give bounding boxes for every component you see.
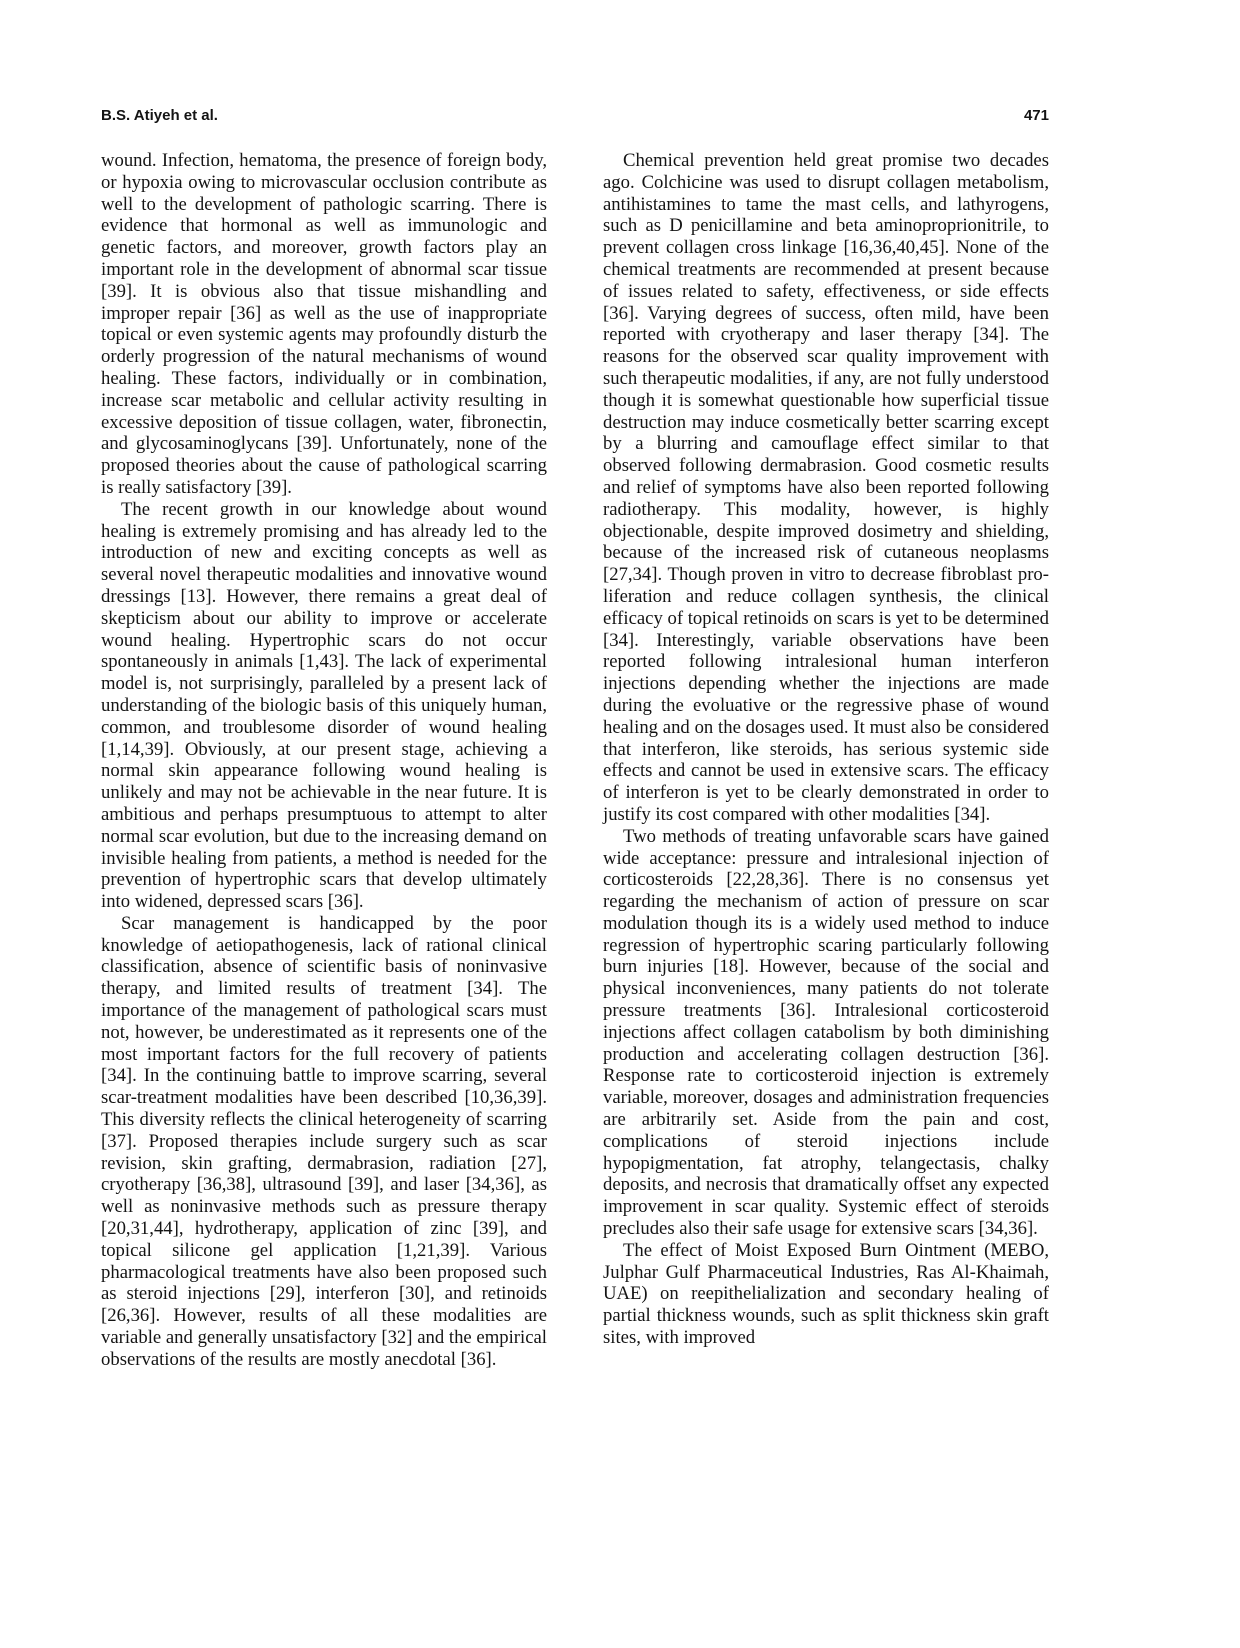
running-head xyxy=(101,107,1049,125)
paragraph: wound. Infection, hematoma, the presence of foreign body, or hypoxia owing to microvascular occlusion contribute as well to the development of pathologic scarring. There is evidence that hormonal as well as immunologic and genetic factors, and moreover, growth factors play an important role in the development of abnormal scar tissue [39]. It is obvious also that tissue mishandling and improper repair [36] as well as the use of inappropriate topical or even systemic agents may profoundly disturb the orderly progression of the natural mechanisms of wound healing. These factors, individually or in combination, increase scar metabolic and cellular activity resulting in excessive deposition of tissue collagen, water, fibronectin, and glycosaminoglycans [39]. Unfortunately, none of the proposed theories about the cause of pathological scarring is really satisfactory [39]. xyxy=(101,150,547,498)
paragraph: The recent growth in our knowledge about wound healing is extremely promising and has already led to the introduction of new and exciting concepts as well as several novel therapeutic modalities and innovative wound dressings [13]. However, there remains a great deal of skepticism about our ability to improve or accelerate wound healing. Hypertrophic scars do not occur spontaneously in animals [1,43]. The lack of experimental model is, not surprisingly, paralleled by a present lack of understanding of the biologic basis of this uniquely human, common, and troublesome disorder of wound healing [1,14,39]. Obviously, at our present stage, achieving a normal skin appearance following wound healing is unlikely and may not be achievable in the near future. It is ambitious and perhaps presumptuous to attempt to alter normal scar evolution, but due to the increasing demand on invisible healing from patients, a method is needed for the prevention of hypertrophic scars that develop ultimately into widened, depressed scars [36]. xyxy=(101,498,547,913)
paragraph: The effect of Moist Exposed Burn Ointment (MEBO, Julphar Gulf Pharmaceutical Industries, Ras Al-Khaimah, UAE) on reepithelialization and secondary healing of partial thickness wounds, such as split thickness skin graft sites, with improved xyxy=(603,1239,1049,1349)
running-head-authors: B.S. Atiyeh et al. xyxy=(101,107,218,124)
page-number: 471 xyxy=(1023,107,1049,124)
paragraph: Scar management is handicapped by the poor knowledge of aetiopathogenesis, lack of rational clinical classification, absence of scientific basis of noninvasive therapy, and limited results of treatment [34]. The importance of the management of pathological scars must not, however, be underestimated as it represents one of the most important factors for the full recovery of patients [34]. In the continuing battle to improve scarring, several scar-treatment modalities have been described [10,36,39]. This diversity reflects the clinical heterogeneity of scarring [37]. Proposed therapies include surgery such as scar revision, skin grafting, dermabrasion, radiation [27], cryotherapy [36,38], ultrasound [39], and laser [34,36], as well as noninvasive methods such as pressure therapy [20,31,44], hydrotherapy, application of zinc [39], and topical silicone gel application [1,21,39]. Various pharmacological treatments have also been proposed such as steroid injections [29], interferon [30], and retinoids [26,36]. However, results of all these modalities are variable and generally unsatisfactory [32] and the empirical observations of the results are mostly anecdotal [36]. xyxy=(101,912,547,1370)
paragraph: Two methods of treating unfavorable scars have gained wide acceptance: pressure and intralesional injection of corticosteroids [22,28,36]. There is no consensus yet regarding the mechanism of action of pressure on scar modulation though its is a widely used method to induce regression of hypertrophic scaring particularly following burn injuries [18]. However, because of the social and physical inconveniences, many patients do not tolerate pressure treatments [36]. Intralesional corticosteroid injections affect collagen catabolism by both diminishing production and accelerating collagen destruction [36]. Response rate to corticosteroid injection is extremely variable, moreover, dosages and administration frequencies are arbitrarily set. Aside from the pain and cost, complications of steroid injections include hypopigmentation, fat atrophy, telangectasis, chalky deposits, and necrosis that dramatically offset any expected improvement in scar quality. Systemic effect of steroids precludes also their safe usage for extensive scars [34,36]. xyxy=(603,825,1049,1240)
right-column xyxy=(603,150,1049,1349)
left-column xyxy=(101,150,547,1371)
paragraph: Chemical prevention held great promise two decades ago. Colchicine was used to disrupt collagen metabolism, antihistamines to tame the mast cells, and lathyrogens, such as D penicillamine and beta aminoproprionitrile, to prevent collagen cross linkage [16,36,40,45]. None of the chemical treatments are recommended at present because of issues related to safety, effectiveness, or side effects [36]. Varying degrees of success, often mild, have been reported with cryotherapy and laser therapy [34]. The reasons for the observed scar quality improvement with such therapeutic modalities, if any, are not fully understood though it is somewhat questionable how superficial tissue destruction may induce cosmetically better scarring except by a blurring and camouflage effect similar to that observed following dermabrasion. Good cosmetic results and relief of symptoms have also been reported following radiotherapy. This modality, however, is highly objectionable, despite improved dosimetry and shielding, because of the increased risk of cutaneous neoplasms [27,34]. Though proven in vitro to decrease fibroblast proliferation and reduce collagen synthesis, the clinical efficacy of topical retinoids on scars is yet to be determined [34]. Interestingly, variable observations have been reported following intralesional human interferon injections depending whether the injections are made during the evoluative or the regressive phase of wound healing and on the dosages used. It must also be considered that interferon, like steroids, has serious systemic side effects and cannot be used in extensive scars. The efficacy of interferon is yet to be clearly demonstrated in order to justify its cost compared with other modalities [34]. xyxy=(603,150,1049,825)
